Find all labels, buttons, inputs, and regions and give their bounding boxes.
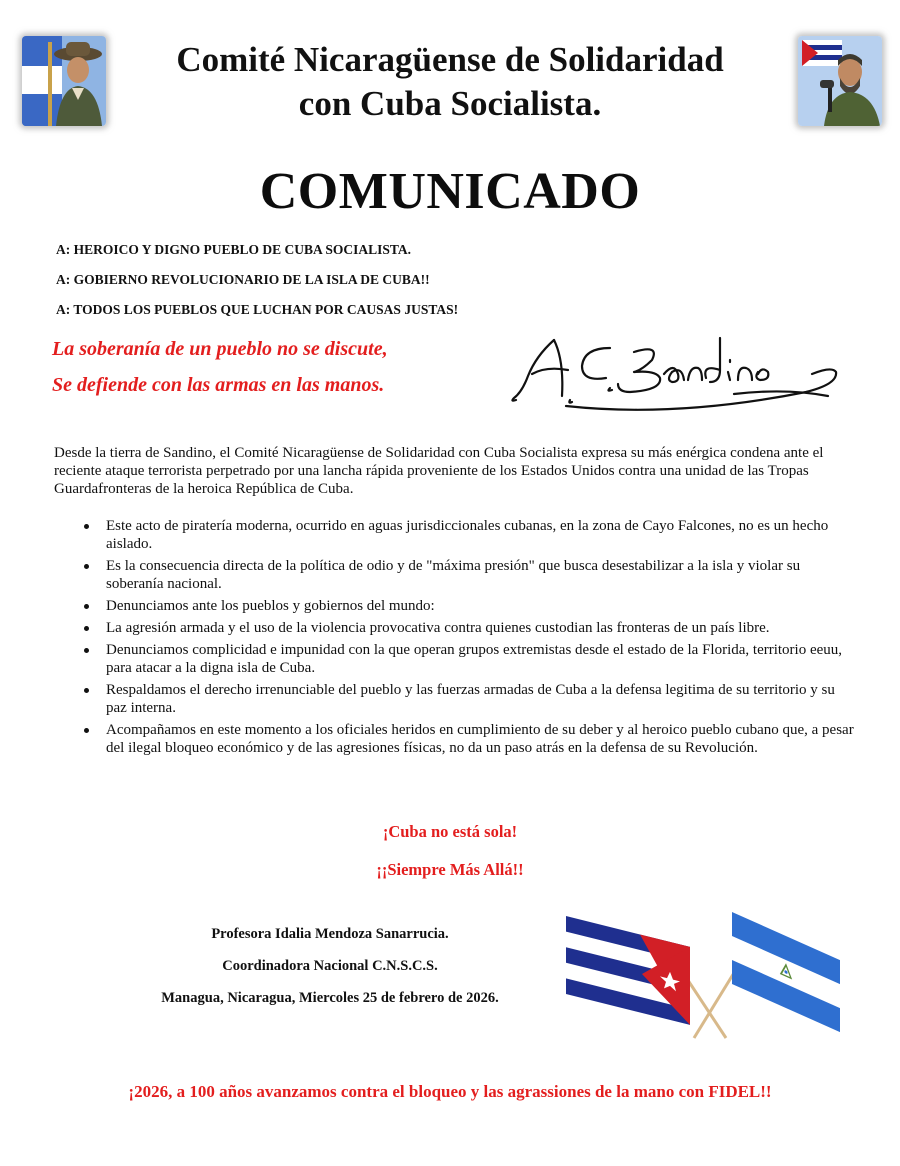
bullet-dot-icon	[84, 524, 89, 529]
addressee-line-3: A: TODOS LOS PUEBLOS QUE LUCHAN POR CAUSAS JUSTAS!	[56, 302, 459, 317]
list-item-text: Denunciamos complicidad e impunidad con la que operan grupos extremistas desde el estado de la Florida, territorio eeuu, para atacar a la digna isla de Cuba.	[106, 642, 843, 676]
place-and-date: Managua, Nicaragua, Miercoles 25 de febrero de 2026.	[161, 990, 499, 1006]
organization-name	[120, 38, 780, 126]
sandino-portrait-photo	[22, 36, 106, 126]
list-item-text: Es la consecuencia directa de la política de odio y de "máxima presión" que busca desestabilizar a la isla y violar su soberanía nacional.	[106, 558, 801, 592]
list-item	[54, 619, 856, 637]
motto-line-2: Se defiende con las armas en las manos.	[52, 374, 385, 396]
organization-name-line1: Comité Nicaragüense de Solidaridad	[176, 40, 724, 79]
bullet-dot-icon	[84, 648, 89, 653]
bullet-dot-icon	[84, 688, 89, 693]
list-item	[54, 721, 856, 757]
bullet-dot-icon	[84, 728, 89, 733]
list-item	[54, 557, 856, 593]
bullet-dot-icon	[84, 626, 89, 631]
addressee-line-2: A: GOBIERNO REVOLUCIONARIO DE LA ISLA DE CUBA!!	[56, 272, 430, 287]
crossed-flags-icon	[562, 910, 846, 1042]
addressee-line-1: A: HEROICO Y DIGNO PUEBLO DE CUBA SOCIALISTA.	[56, 242, 412, 257]
closing-slogan-2: ¡¡Siempre Más Allá!!	[376, 860, 524, 879]
organization-name-line2: con Cuba Socialista.	[298, 84, 602, 123]
sandino-signature	[506, 326, 846, 412]
list-item	[54, 517, 856, 553]
list-item	[54, 597, 856, 615]
closing-slogan-1: ¡Cuba no está sola!	[382, 822, 518, 841]
list-item	[54, 641, 856, 677]
list-item-text: Este acto de piratería moderna, ocurrido en aguas jurisdiccionales cubanas, en la zona de Cayo Falcones, no es un hecho aislado.	[106, 518, 829, 552]
motto-line-1: La soberanía de un pueblo no se discute,	[52, 338, 388, 360]
statement-list	[54, 517, 856, 761]
intro-paragraph: Desde la tierra de Sandino, el Comité Nicaragüense de Solidaridad con Cuba Socialista expresa su más enérgica condena ante el reciente ataque terrorista perpetrado por una lancha rápida proveniente de los Estados Unidos contra una unidad de las Tropas Guardafronteras de la heroica República de Cuba.	[54, 445, 824, 497]
list-item-text: Respaldamos el derecho irrenunciable del pueblo y las fuerzas armadas de Cuba a la defensa legitima de su territorio y su paz interna.	[106, 682, 835, 716]
fidel-portrait-photo	[798, 36, 882, 126]
bullet-dot-icon	[84, 604, 89, 609]
bullet-dot-icon	[84, 564, 89, 569]
signatory-name: Profesora Idalia Mendoza Sanarrucia.	[211, 926, 449, 942]
list-item-text: La agresión armada y el uso de la violencia provocativa contra quienes custodian las fronteras de un país libre.	[106, 620, 770, 636]
list-item-text: Acompañamos en este momento a los oficiales heridos en cumplimiento de su deber y al heroico pueblo cubano que, a pesar del ilegal bloqueo económico y de las agresiones físicas, no da un paso atrás en la defensa de su Revolución.	[106, 722, 854, 756]
list-item-text: Denunciamos ante los pueblos y gobiernos del mundo:	[106, 598, 435, 614]
footer-slogan: ¡2026, a 100 años avanzamos contra el bloqueo y las agrassiones de la mano con FIDEL!!	[128, 1082, 772, 1101]
list-item	[54, 681, 856, 717]
document-title: COMUNICADO	[259, 163, 641, 220]
signatory-role: Coordinadora Nacional C.N.S.C.S.	[222, 958, 438, 974]
